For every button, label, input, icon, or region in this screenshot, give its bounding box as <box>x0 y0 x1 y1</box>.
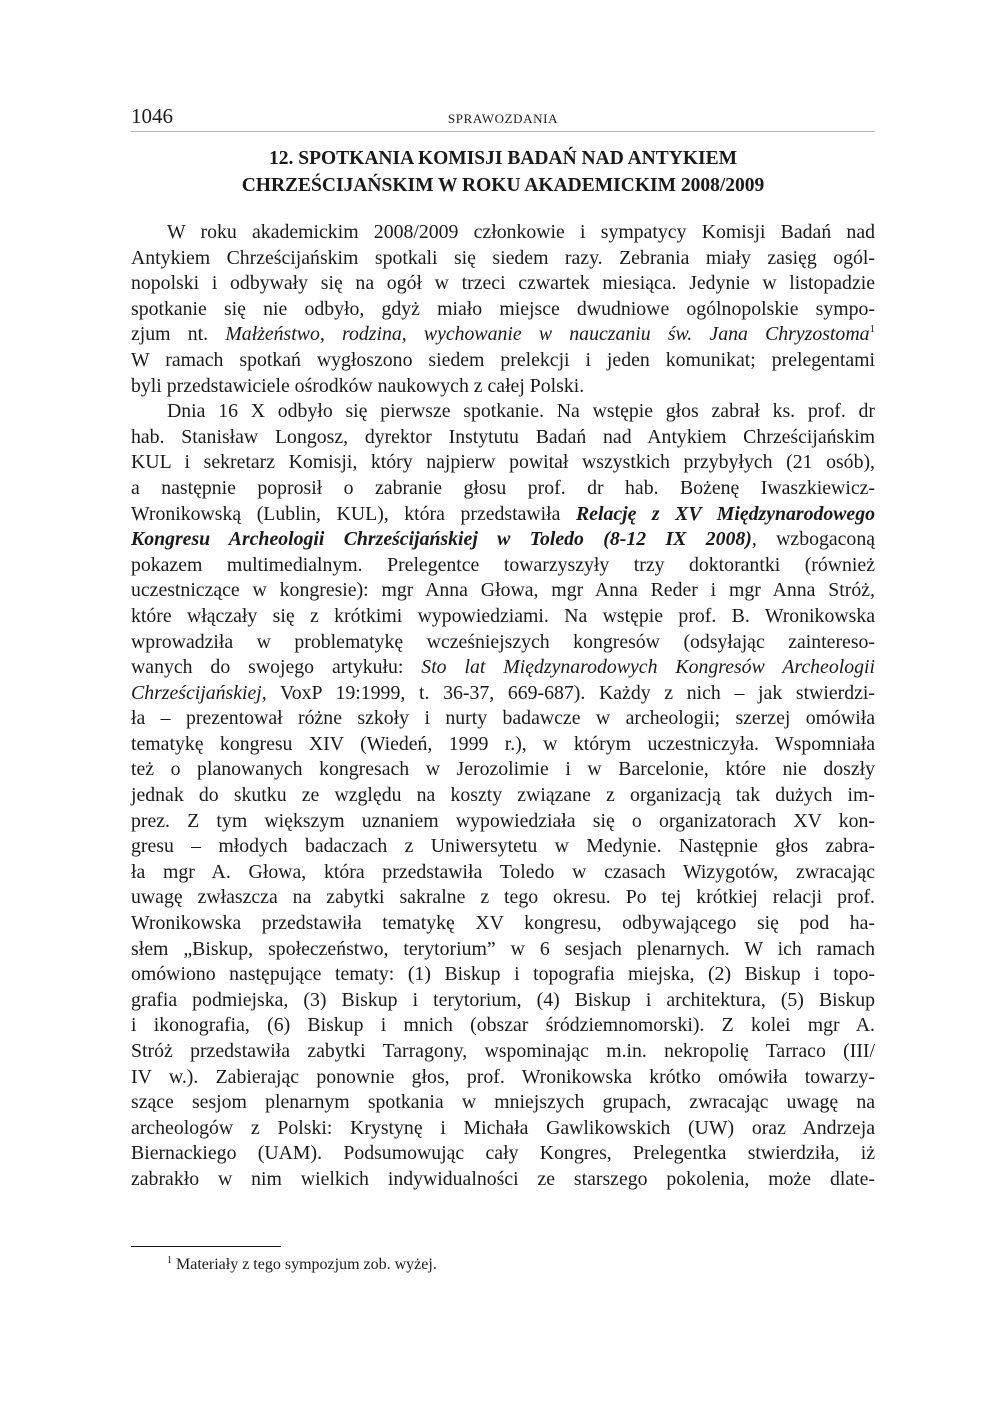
title-line-1: 12. SPOTKANIA KOMISJI BADAŃ NAD ANTYKIEM <box>268 148 738 169</box>
text-line: grafia podmiejska, (3) Biskup i terytorium, (4) Biskup i architektura, (5) Biskup <box>131 988 875 1011</box>
text-line: też o planowanych kongresach w Jerozolimie i w Barcelonie, które nie doszły <box>131 758 875 781</box>
article-title <box>131 145 875 199</box>
text-run: wanych do swojego artykułu: <box>131 656 422 679</box>
footnote-divider <box>131 1246 281 1247</box>
text-line <box>131 502 875 528</box>
text-line: archeologów z Polski: Krystynę i Michała Gawlikowskich (UW) oraz Andrzeja <box>131 1116 875 1139</box>
text-line <box>131 322 875 348</box>
text-line: które włączały się z krótkimi wypowiedziami. Na wstępie prof. B. Wronikowska <box>131 604 875 627</box>
paragraph-2 <box>131 399 875 1192</box>
text-line: W ramach spotkań wygłoszono siedem prelekcji i jeden komunikat; prelegentami <box>131 348 875 371</box>
italic-title-reference: Małżeństwo, rodzina, wychowanie w nauczaniu św. Jana Chryzostoma <box>225 323 870 346</box>
bold-italic-title: Relację z XV Międzynarodowego <box>575 502 875 525</box>
footnote <box>167 1255 867 1275</box>
text-line: uczestniczące w kongresie): mgr Anna Głowa, mgr Anna Reder i mgr Anna Stróż, <box>131 579 875 602</box>
text-line: prez. Z tym większym uznaniem wypowiedziała się o organizatorach XV kon- <box>131 809 875 832</box>
text-line: byli przedstawiciele ośrodków naukowych z całej Polski. <box>131 374 585 397</box>
bold-italic-title: Kongresu Archeologii Chrześcijańskiej w Toledo (8-12 IX 2008) <box>131 528 752 551</box>
text-line: szące sesjom plenarnym spotkania w mniejszych grupach, zwracając uwagę na <box>131 1091 875 1114</box>
italic-title-reference: Sto lat Międzynarodowych Kongresów Archeologii <box>421 656 875 679</box>
text-line: ła – prezentował różne szkoły i nurty badawcze w archeologii; szerzej omówiła <box>131 707 875 730</box>
text-line <box>131 655 875 681</box>
paragraph-1 <box>131 220 875 399</box>
text-line: jednak do skutku ze względu na koszty związane z organizacją tak dużych im- <box>131 784 875 807</box>
text-line: gresu – młodych badaczach z Uniwersytetu w Medynie. Następnie głos zabra- <box>131 835 875 858</box>
text-line <box>131 681 875 707</box>
italic-title-reference: Chrześcijańskiej <box>131 681 262 704</box>
text-line: Antykiem Chrześcijańskim spotkali się siedem razy. Zebrania miały zasięg ogól- <box>131 246 875 269</box>
text-line: tematykę kongresu XIV (Wiedeń, 1999 r.), w którym uczestniczyła. Wspomniała <box>131 732 875 755</box>
page-number: 1046 <box>131 104 173 128</box>
footnote-marker: 1 <box>167 1255 172 1266</box>
title-line-2: CHRZEŚCIJAŃSKIM W ROKU AKADEMICKIM 2008/2009 <box>241 175 765 196</box>
text-line: KUL i sekretarz Komisji, który najpierw powitał wszystkich przybyłych (21 osób), <box>131 451 875 474</box>
running-head: SPRAWOZDANIA <box>447 111 559 126</box>
text-line: Stróż przedstawiła zabytki Tarragony, wspominając m.in. nekropolię Tarraco (III/ <box>131 1040 875 1062</box>
text-run: , wzbogaconą <box>751 528 875 551</box>
text-run: , VoxP 19:1999, t. 36-37, 669-687). Każdy z nich – jak stwierdzi- <box>261 681 875 704</box>
text-line: Wronikowska przedstawiła tematykę XV kongresu, odbywającego się pod ha- <box>131 912 875 935</box>
text-line: Dnia 16 X odbyło się pierwsze spotkanie. Na wstępie głos zabrał ks. prof. dr <box>167 400 875 423</box>
text-line: wprowadziła w problematykę wcześniejszych kongresów (odsyłając zaintereso- <box>131 630 875 653</box>
article-body <box>131 220 875 1193</box>
text-line: omówiono następujące tematy: (1) Biskup i topografia miejska, (2) Biskup i topo- <box>131 963 875 986</box>
footnote-reference[interactable]: 1 <box>869 323 875 336</box>
text-line: a następnie poprosił o zabranie głosu prof. dr hab. Bożenę Iwaszkiewicz- <box>131 476 875 499</box>
text-line: Biernackiego (UAM). Podsumowując cały Kongres, Prelegentka stwierdziła, iż <box>131 1142 875 1165</box>
text-line: zabrakło w nim wielkich indywidualności ze starszego pokolenia, może dlate- <box>131 1167 875 1190</box>
text-line: uwagę zwłaszcza na zabytki sakralne z tego okresu. Po tej krótkiej relacji prof. <box>131 886 875 909</box>
text-run: Wronikowską (Lublin, KUL), która przedstawiła <box>131 502 576 525</box>
text-line: spotkanie się nie odbyło, gdyż miało miejsce dwudniowe ogólnopolskie sympo- <box>131 297 875 320</box>
text-line: i ikonografia, (6) Biskup i mnich (obszar śródziemnomorski). Z kolei mgr A. <box>131 1014 875 1037</box>
page-header <box>131 103 875 132</box>
text-line: hab. Stanisław Longosz, dyrektor Instytutu Badań nad Antykiem Chrześcijańskim <box>131 425 875 448</box>
text-line: pokazem multimedialnym. Prelegentce towarzyszyły trzy doktorantki (również <box>131 553 875 576</box>
text-line: nopolski i odbywały się na ogół w trzeci czwartek miesiąca. Jedynie w listopadzie <box>131 272 875 295</box>
text-run: zjum nt. <box>131 323 226 346</box>
footnote-text: Materiały z tego sympozjum zob. wyżej. <box>176 1256 437 1273</box>
text-line <box>131 527 875 553</box>
text-line: IV w.). Zabierając ponownie głos, prof. Wronikowska krótko omówiła towarzy- <box>131 1065 875 1088</box>
text-line: słem „Biskup, społeczeństwo, terytorium” w 6 sesjach plenarnych. W ich ramach <box>131 937 875 960</box>
text-line: W roku akademickim 2008/2009 członkowie i sympatycy Komisji Badań nad <box>167 221 875 243</box>
text-line: ła mgr A. Głowa, która przedstawiła Toledo w czasach Wizygotów, zwracając <box>131 860 875 883</box>
